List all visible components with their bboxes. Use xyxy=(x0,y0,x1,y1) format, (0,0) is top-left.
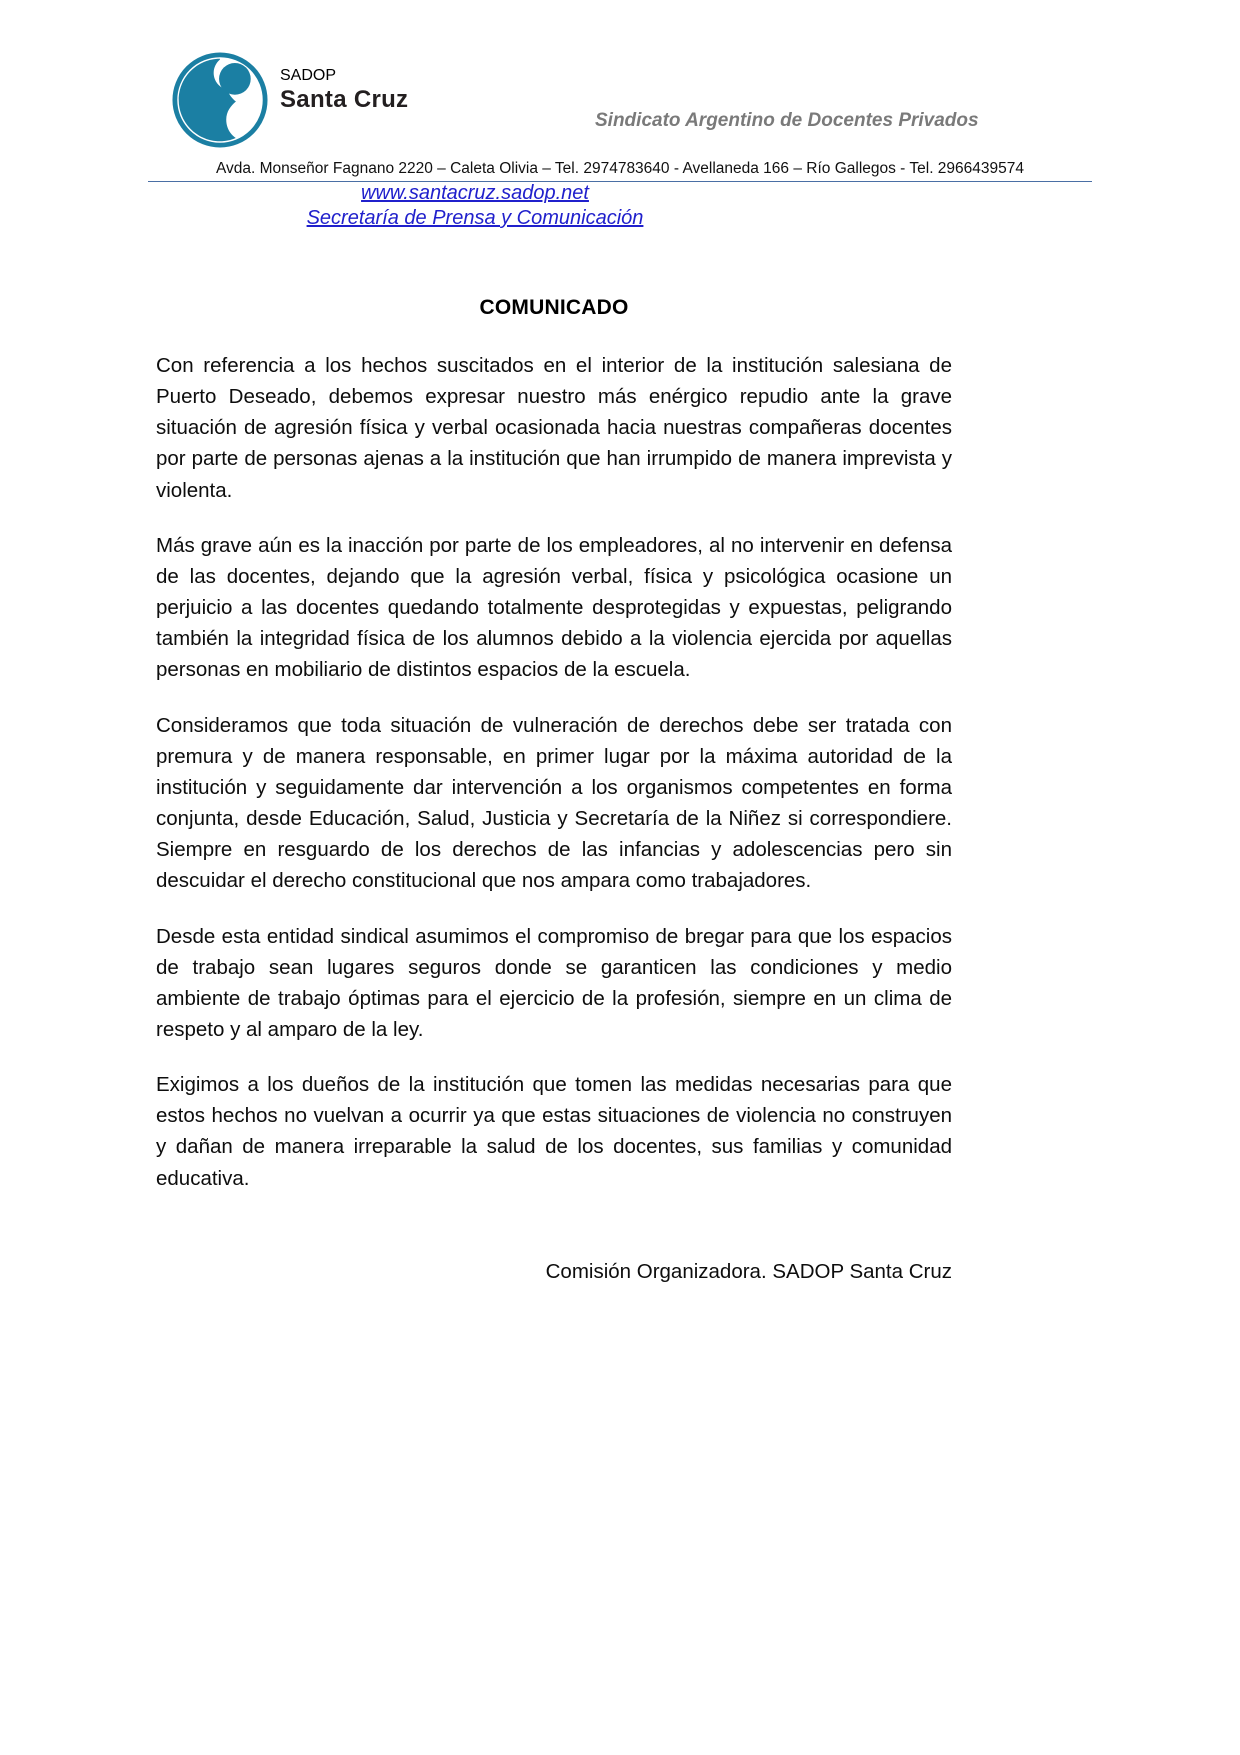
sadop-circular-logo-icon xyxy=(172,52,268,148)
logo-secondary-text: Santa Cruz xyxy=(280,86,409,113)
document-body xyxy=(156,296,952,1284)
paragraph-5: Exigimos a los dueños de la institución que tomen las medidas necesarias para que estos hechos no vuelvan a ocurrir ya que estas situaciones de violencia no construyen y dañan de manera irreparable la salud de los docentes, sus familias y comunidad educativa. xyxy=(156,1073,952,1190)
paragraph-4: Desde esta entidad sindical asumimos el compromiso de bregar para que los espacios de trabajo sean lugares seguros donde se garanticen las condiciones y medio ambiente de trabajo óptimas para el ejercicio de la profesión, siempre en un clima de respeto y al amparo de la ley. xyxy=(156,924,952,1041)
department-link[interactable]: Secretaría de Prensa y Comunicación xyxy=(306,207,644,229)
organization-logo xyxy=(172,52,408,148)
logo-wordmark xyxy=(280,68,408,112)
website-link[interactable]: www.santacruz.sadop.net xyxy=(361,182,589,204)
paragraph-2: Más grave aún es la inacción por parte de los empleadores, al no intervenir en defensa de las docentes, dejando que la agresión verbal, física y psicológica ocasione un perjuicio a las docentes quedando totalmente desprotegidas y expuestas, peligrando también la integridad física de los alumnos debido a la violencia ejercida por aquellas personas en mobiliario de distintos espacios de la escuela. xyxy=(156,533,952,682)
paragraph-1: Con referencia a los hechos suscitados en el interior de la institución salesiana de Puerto Deseado, debemos expresar nuestro más enérgico repudio ante la grave situación de agresión física y verbal ocasionada hacia nuestras compañeras docentes por parte de personas ajenas a la institución que han irrumpido de manera imprevista y violenta. xyxy=(156,354,952,502)
document-title: COMUNICADO xyxy=(479,296,629,319)
contact-address-line: Avda. Monseñor Fagnano 2220 – Caleta Olivia – Tel. 2974783640 - Avellaneda 166 – Río Gallegos - Tel. 2966439574 xyxy=(215,160,1025,177)
organization-tagline: Sindicato Argentino de Docentes Privados xyxy=(595,110,979,131)
paragraph-3: Consideramos que toda situación de vulneración de derechos debe ser tratada con premura y de manera responsable, en primer lugar por la máxima autoridad de la institución y seguidamente dar intervención a los organismos competentes en forma conjunta, desde Educación, Salud, Justicia y Secretaría de la Niñez si correspondiere. Siempre en resguardo de los derechos de las infancias y adolescencias pero sin descuidar el derecho constitucional que nos ampara como trabajadores. xyxy=(156,713,952,893)
document-signature: Comisión Organizadora. SADOP Santa Cruz xyxy=(545,1259,952,1283)
logo-primary-text: SADOP xyxy=(280,67,337,84)
letterhead-header xyxy=(0,0,1240,250)
